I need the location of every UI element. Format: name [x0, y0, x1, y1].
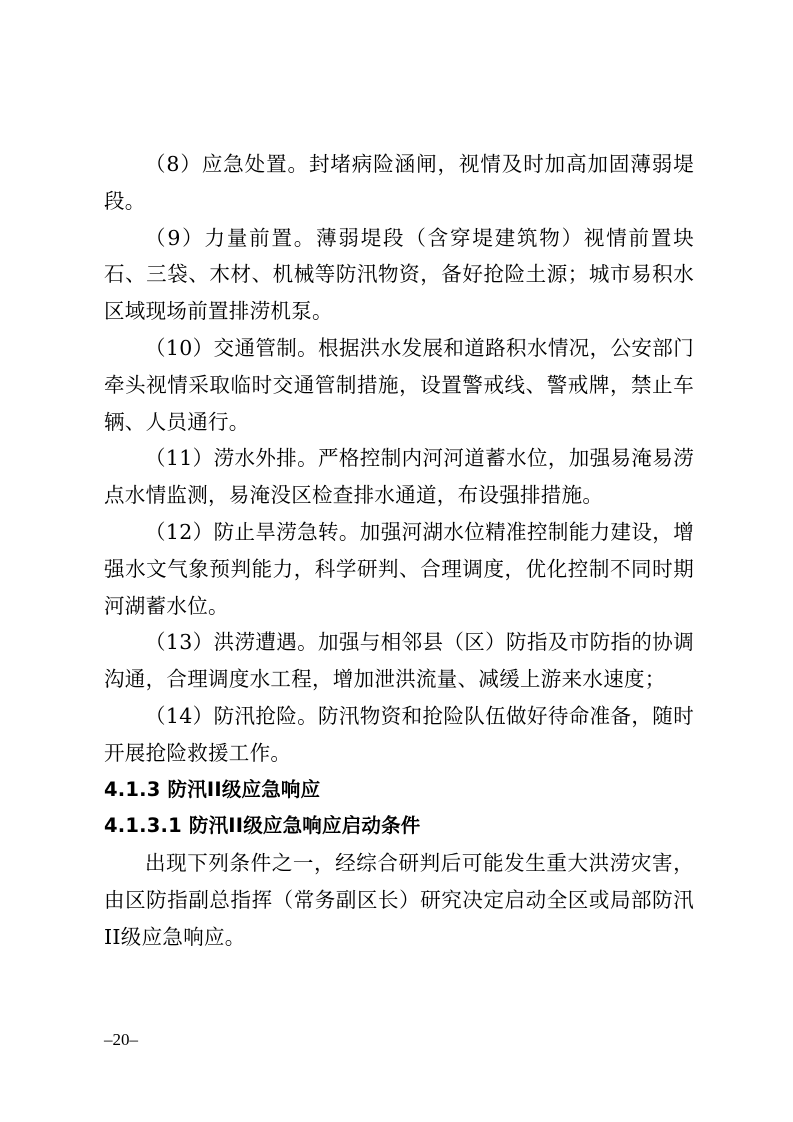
paragraph-emergency-handling: （8）应急处置。封堵病险涵闸，视情及时加高加固薄弱堤段。	[104, 152, 694, 213]
paragraph-start-conditions: 出现下列条件之一，经综合研判后可能发生重大洪涝灾害，由区防指副总指挥（常务副区长）研究决定启动全区或局部防汛II级应急响应。	[104, 851, 694, 949]
section-heading-level2-response: 4.1.3 防汛II级应急响应	[104, 777, 321, 801]
subsection-heading-start-conditions: 4.1.3.1 防汛II级应急响应启动条件	[104, 814, 421, 838]
page-body	[104, 146, 694, 956]
paragraph-flood-encounter: （13）洪涝遭遇。加强与相邻县（区）防指及市防指的协调沟通，合理调度水工程，增加泄洪流量、减缓上游来水速度；	[104, 630, 694, 692]
paragraph-force-deployment: （9）力量前置。薄弱堤段（含穿堤建筑物）视情前置块石、三袋、木材、机械等防汛物资，备好抢险土源；城市易积水区域现场前置排涝机泵。	[104, 225, 694, 324]
paragraph-traffic-control: （10）交通管制。根据洪水发展和道路积水情况，公安部门牵头视情采取临时交通管制措施，设置警戒线、警戒牌，禁止车辆、人员通行。	[104, 335, 694, 434]
paragraph-flood-rescue: （14）防汛抢险。防汛物资和抢险队伍做好待命准备，随时开展抢险救援工作。	[104, 703, 694, 765]
page-number: –20–	[104, 1030, 138, 1049]
paragraph-waterlogging-drainage: （11）涝水外排。严格控制内河河道蓄水位，加强易淹易涝点水情监测，易淹没区检查排水通道，布设强排措施。	[104, 446, 694, 508]
paragraph-drought-flood-shift: （12）防止旱涝急转。加强河湖水位精准控制能力建设，增强水文气象预判能力，科学研判、合理调度，优化控制不同时期河湖蓄水位。	[104, 519, 694, 618]
